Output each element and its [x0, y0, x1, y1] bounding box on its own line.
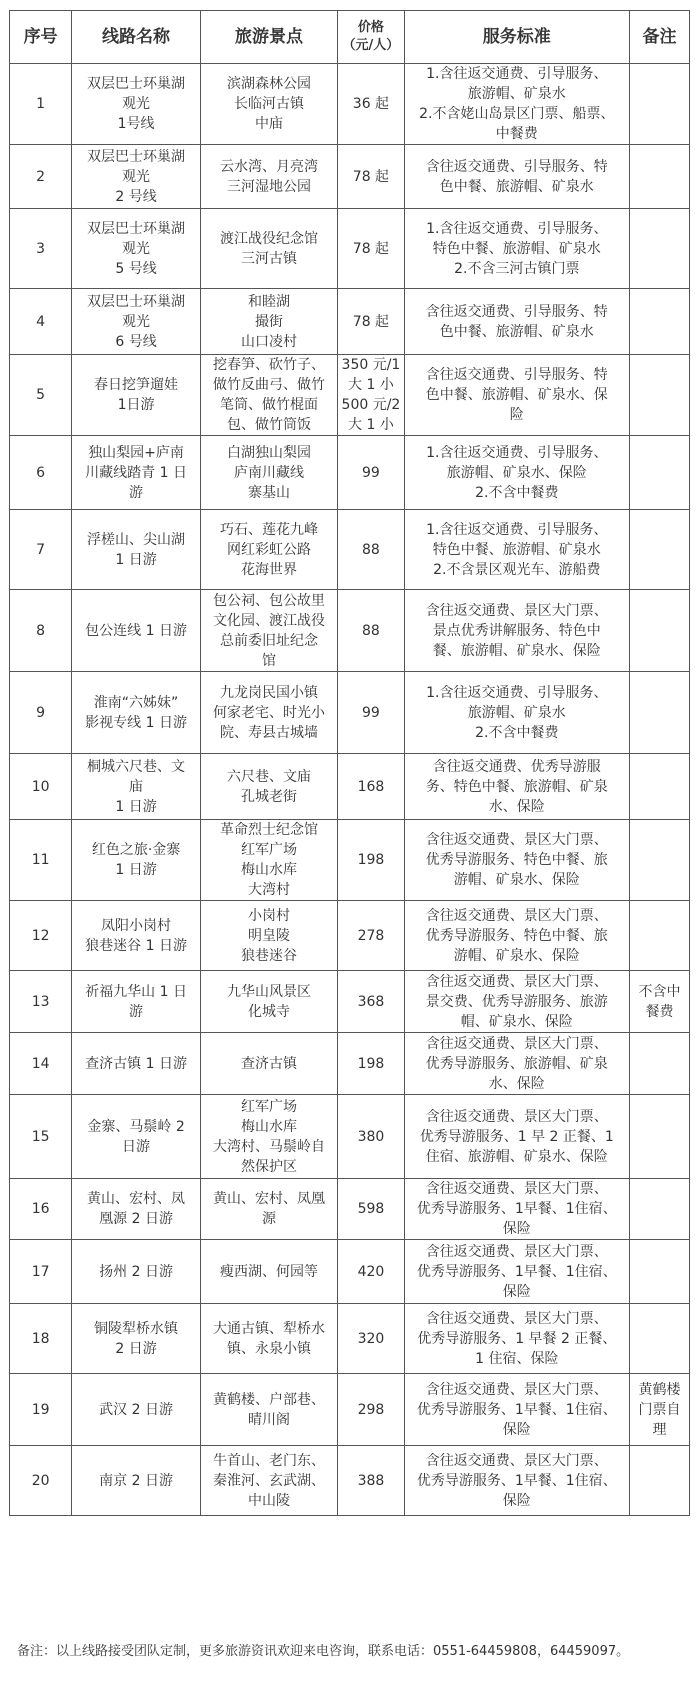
cell-no: 7 [10, 510, 72, 590]
table-row [10, 1179, 690, 1240]
cell-no: 15 [10, 1095, 72, 1179]
table-row [10, 820, 690, 901]
table-row [10, 209, 690, 289]
cell-service: 1.含往返交通费、引导服务、 旅游帽、矿泉水 2.不含中餐费 [404, 672, 629, 754]
cell-no: 11 [10, 820, 72, 901]
cell-route: 黄山、宏村、凤 凰源 2 日游 [72, 1179, 201, 1240]
footnote: 备注：以上线路接受团队定制，更多旅游资讯欢迎来电咨询，联系电话：0551-64459808，64459097。 [17, 1644, 630, 1659]
cell-service: 含往返交通费、引导服务、特 色中餐、旅游帽、矿泉水 [404, 289, 629, 355]
cell-no: 4 [10, 289, 72, 355]
cell-service: 1.含往返交通费、引导服务、 旅游帽、矿泉水、保险 2.不含中餐费 [404, 436, 629, 510]
cell-price: 198 [338, 820, 404, 901]
cell-price: 298 [338, 1374, 404, 1446]
cell-price: 99 [338, 672, 404, 754]
cell-no: 17 [10, 1240, 72, 1304]
cell-remark [629, 754, 689, 820]
cell-route: 扬州 2 日游 [72, 1240, 201, 1304]
cell-spots: 白湖独山梨园 庐南川藏线 寨基山 [200, 436, 337, 510]
cell-no: 18 [10, 1304, 72, 1374]
header-service: 服务标准 [404, 11, 629, 64]
cell-spots: 巧石、莲花九峰 网红彩虹公路 花海世界 [200, 510, 337, 590]
cell-spots: 查济古镇 [200, 1033, 337, 1095]
cell-spots: 九华山风景区 化城寺 [200, 971, 337, 1033]
cell-spots: 牛首山、老门东、 秦淮河、玄武湖、 中山陵 [200, 1446, 337, 1516]
cell-service: 含往返交通费、景区大门票、 优秀导游服务、1早餐、1住宿、 保险 [404, 1240, 629, 1304]
table-row [10, 971, 690, 1033]
cell-remark: 黄鹤楼 门票自 理 [629, 1374, 689, 1446]
cell-price: 99 [338, 436, 404, 510]
cell-spots: 六尺巷、文庙 孔城老街 [200, 754, 337, 820]
cell-price: 88 [338, 510, 404, 590]
cell-remark [629, 1179, 689, 1240]
cell-spots: 红军广场 梅山水库 大湾村、马鬃岭自 然保护区 [200, 1095, 337, 1179]
cell-route: 查济古镇 1 日游 [72, 1033, 201, 1095]
cell-spots: 渡江战役纪念馆 三河古镇 [200, 209, 337, 289]
cell-route: 凤阳小岗村 狼巷迷谷 1 日游 [72, 901, 201, 971]
cell-remark [629, 1304, 689, 1374]
route-table [9, 10, 690, 1516]
cell-no: 2 [10, 145, 72, 209]
cell-service: 含往返交通费、景区大门票、 优秀导游服务、1 早餐 2 正餐、 1 住宿、保险 [404, 1304, 629, 1374]
cell-price: 380 [338, 1095, 404, 1179]
route-table-body [10, 64, 690, 1516]
cell-price: 350 元/1 大 1 小 500 元/2 大 1 小 [338, 355, 404, 436]
cell-route: 淮南“六姊妹” 影视专线 1 日游 [72, 672, 201, 754]
table-row [10, 145, 690, 209]
cell-price: 420 [338, 1240, 404, 1304]
cell-no: 14 [10, 1033, 72, 1095]
cell-price: 388 [338, 1446, 404, 1516]
cell-service: 含往返交通费、景区大门票、 优秀导游服务、1早餐、1住宿、 保险 [404, 1446, 629, 1516]
cell-price: 320 [338, 1304, 404, 1374]
cell-route: 春日挖笋遛娃 1日游 [72, 355, 201, 436]
cell-no: 12 [10, 901, 72, 971]
cell-price: 78 起 [338, 209, 404, 289]
cell-spots: 挖春笋、砍竹子、 做竹反曲弓、做竹 笔筒、做竹棍面 包、做竹筒饭 [200, 355, 337, 436]
cell-price: 368 [338, 971, 404, 1033]
table-row [10, 754, 690, 820]
cell-no: 20 [10, 1446, 72, 1516]
cell-no: 8 [10, 590, 72, 672]
cell-price: 78 起 [338, 289, 404, 355]
cell-remark [629, 1446, 689, 1516]
cell-spots: 滨湖森林公园 长临河古镇 中庙 [200, 64, 337, 145]
table-row [10, 1304, 690, 1374]
cell-no: 9 [10, 672, 72, 754]
table-row [10, 355, 690, 436]
cell-remark [629, 1033, 689, 1095]
cell-no: 13 [10, 971, 72, 1033]
cell-service: 含往返交通费、引导服务、特 色中餐、旅游帽、矿泉水 [404, 145, 629, 209]
cell-remark [629, 672, 689, 754]
cell-remark [629, 145, 689, 209]
cell-price: 36 起 [338, 64, 404, 145]
cell-spots: 瘦西湖、何园等 [200, 1240, 337, 1304]
cell-remark [629, 590, 689, 672]
cell-spots: 包公祠、包公故里 文化园、渡江战役 总前委旧址纪念 馆 [200, 590, 337, 672]
cell-no: 19 [10, 1374, 72, 1446]
cell-service: 含往返交通费、景区大门票、 优秀导游服务、1早餐、1住宿、 保险 [404, 1179, 629, 1240]
table-row [10, 1033, 690, 1095]
cell-no: 3 [10, 209, 72, 289]
cell-remark: 不含中 餐费 [629, 971, 689, 1033]
header-no: 序号 [10, 11, 72, 64]
table-row [10, 590, 690, 672]
cell-service: 含往返交通费、景区大门票、 景点优秀讲解服务、特色中 餐、旅游帽、矿泉水、保险 [404, 590, 629, 672]
table-row [10, 1446, 690, 1516]
cell-no: 10 [10, 754, 72, 820]
cell-spots: 九龙岗民国小镇 何家老宅、时光小 院、寿县古城墙 [200, 672, 337, 754]
cell-spots: 云水湾、月亮湾 三河湿地公园 [200, 145, 337, 209]
cell-spots: 大通古镇、犁桥水 镇、永泉小镇 [200, 1304, 337, 1374]
header-route: 线路名称 [72, 11, 201, 64]
cell-remark [629, 436, 689, 510]
cell-remark [629, 64, 689, 145]
table-row [10, 436, 690, 510]
cell-route: 双层巴士环巢湖 观光 2 号线 [72, 145, 201, 209]
cell-remark [629, 510, 689, 590]
cell-route: 祈福九华山 1 日 游 [72, 971, 201, 1033]
cell-route: 红色之旅·金寨 1 日游 [72, 820, 201, 901]
cell-route: 包公连线 1 日游 [72, 590, 201, 672]
cell-price: 168 [338, 754, 404, 820]
cell-service: 1.含往返交通费、引导服务、 特色中餐、旅游帽、矿泉水 2.不含三河古镇门票 [404, 209, 629, 289]
table-row [10, 1374, 690, 1446]
table-row [10, 510, 690, 590]
header-remark: 备注 [629, 11, 689, 64]
cell-route: 桐城六尺巷、文 庙 1 日游 [72, 754, 201, 820]
cell-service: 含往返交通费、景区大门票、 优秀导游服务、特色中餐、旅 游帽、矿泉水、保险 [404, 820, 629, 901]
cell-remark [629, 1095, 689, 1179]
cell-remark [629, 1240, 689, 1304]
cell-remark [629, 901, 689, 971]
cell-service: 含往返交通费、景区大门票、 优秀导游服务、1 早 2 正餐、1 住宿、旅游帽、矿泉水、保险 [404, 1095, 629, 1179]
cell-no: 6 [10, 436, 72, 510]
header-price: 价格 （元/人） [338, 11, 404, 64]
cell-service: 含往返交通费、景区大门票、 优秀导游服务、旅游帽、矿泉 水、保险 [404, 1033, 629, 1095]
cell-route: 双层巴士环巢湖 观光 6 号线 [72, 289, 201, 355]
cell-route: 独山梨园+庐南 川藏线踏青 1 日 游 [72, 436, 201, 510]
cell-no: 5 [10, 355, 72, 436]
cell-remark [629, 820, 689, 901]
cell-price: 598 [338, 1179, 404, 1240]
cell-service: 含往返交通费、优秀导游服 务、特色中餐、旅游帽、矿泉 水、保险 [404, 754, 629, 820]
cell-route: 武汉 2 日游 [72, 1374, 201, 1446]
cell-route: 双层巴士环巢湖 观光 5 号线 [72, 209, 201, 289]
cell-route: 铜陵犁桥水镇 2 日游 [72, 1304, 201, 1374]
cell-service: 1.含往返交通费、引导服务、 特色中餐、旅游帽、矿泉水 2.不含景区观光车、游船费 [404, 510, 629, 590]
cell-service: 含往返交通费、景区大门票、 优秀导游服务、1早餐、1住宿、 保险 [404, 1374, 629, 1446]
cell-route: 浮槎山、尖山湖 1 日游 [72, 510, 201, 590]
cell-spots: 黄山、宏村、凤凰 源 [200, 1179, 337, 1240]
cell-price: 278 [338, 901, 404, 971]
cell-service: 含往返交通费、景区大门票、 优秀导游服务、特色中餐、旅 游帽、矿泉水、保险 [404, 901, 629, 971]
cell-no: 1 [10, 64, 72, 145]
cell-remark [629, 355, 689, 436]
table-row [10, 64, 690, 145]
table-row [10, 289, 690, 355]
header-spots: 旅游景点 [200, 11, 337, 64]
cell-service: 含往返交通费、景区大门票、 景交费、优秀导游服务、旅游 帽、矿泉水、保险 [404, 971, 629, 1033]
cell-service: 含往返交通费、引导服务、特 色中餐、旅游帽、矿泉水、保 险 [404, 355, 629, 436]
cell-price: 78 起 [338, 145, 404, 209]
cell-no: 16 [10, 1179, 72, 1240]
table-row [10, 901, 690, 971]
cell-spots: 革命烈士纪念馆 红军广场 梅山水库 大湾村 [200, 820, 337, 901]
table-row [10, 672, 690, 754]
cell-price: 198 [338, 1033, 404, 1095]
cell-spots: 黄鹤楼、户部巷、 晴川阁 [200, 1374, 337, 1446]
cell-service: 1.含往返交通费、引导服务、 旅游帽、矿泉水 2.不含姥山岛景区门票、船票、 中餐费 [404, 64, 629, 145]
cell-route: 南京 2 日游 [72, 1446, 201, 1516]
cell-remark [629, 209, 689, 289]
cell-route: 双层巴士环巢湖 观光 1号线 [72, 64, 201, 145]
cell-price: 88 [338, 590, 404, 672]
cell-spots: 和睦湖 撮街 山口凌村 [200, 289, 337, 355]
table-row [10, 1240, 690, 1304]
header-row [10, 11, 690, 64]
table-row [10, 1095, 690, 1179]
cell-spots: 小岗村 明皇陵 狼巷迷谷 [200, 901, 337, 971]
cell-route: 金寨、马鬃岭 2 日游 [72, 1095, 201, 1179]
cell-remark [629, 289, 689, 355]
